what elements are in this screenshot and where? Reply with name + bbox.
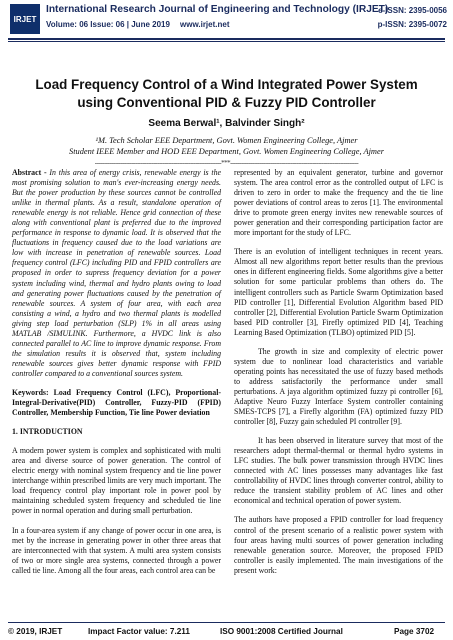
footer-copyright: © 2019, IRJET xyxy=(8,627,63,636)
keywords xyxy=(12,388,221,418)
intro-paragraph-7: The authors have proposed a FPID controller for load frequency control of the present scenario of a realistic power system with four areas having multi sources of power generation including renewable generation source. Moreover, the proposed FPID controller is easily implemented. The main investigations of the present work: xyxy=(234,515,443,575)
paper-authors: Seema Berwal¹, Balvinder Singh² xyxy=(148,118,305,129)
intro-paragraph-6: It has been observed in literature survey that most of the researchers adopt thermal-thermal or thermal hydro systems in LFC studies. The bulk power transmission through HVDC lines connected with AC lines possesses many advantages like fast controllability of HVDC lines through converter control, ability to reduce the transient stability problem of AC lines and other economical and technical operation of power system. xyxy=(234,436,443,506)
intro-paragraph-4: There is an evolution of intelligent techniques in recent years. Almost all new algorithms report better results than the previous ones in different engineering fields. Some algorithms give a better solution for some particular problems than others do. The intelligent controllers such as Particle Swarm Optimization based PID controller [1], Differential Evolution Algorithm based PID controller [2], Differential Evolution Particle Swarm Optimization based PID controller [3], Firefly optimized PID [4], Teaching Learning Based Optimization (TLBO) optimized PID [5]. xyxy=(234,247,443,337)
header-divider xyxy=(8,38,445,40)
section-heading-introduction: 1. INTRODUCTION xyxy=(12,427,83,437)
volume-info: Volume: 06 Issue: 06 | June 2019 xyxy=(46,20,170,29)
footer-page-number: Page 3702 xyxy=(394,627,435,636)
journal-header xyxy=(0,0,453,40)
section-separator: ---------------------------------------------------------------------***---------------------------------------------------------------------- xyxy=(94,159,359,167)
affiliation-2: Student IEEE Member and HOD EEE Department, Govt. Women Engineering College, Ajmer xyxy=(69,147,384,156)
intro-paragraph-3: represented by an equivalent generator, turbine and governor system. The area control error as the controlled output of LFC is driven to zero in order to make the frequency and the tie line power deviations of control areas to zeros [1]. The environmental drive to promote green energy invites new renewable sources of power generation and their corresponding participation factor are more important for the study of LFC. xyxy=(234,168,443,238)
abstract-text: In this area of energy crisis, renewable energy is the most promising solution to man's ever-increasing energy needs. But the power production by these sources cannot be controlled unlike in thermal plants. As a result, standalone operation of renewable energy is not reliable. Hence grid connection of these along with conventional plant is preferred due to the improved performance in response to dynamic load. It is observed that the fluctuations in frequency caused due to the load variations are low with increase in penetration of renewable sources. Load frequency control (LFC) including PID and FPID controllers are proposed in order to supress frequency deviation for a power system including wind, thermal and hydro plants owing to load and generating power fluctuations caused by the penetration of renewable sources. A system of four area, with each area consisting a wind, a hydro and two thermal plants is modelled giving step load perturbation (SLP) 1% in all areas using MATLAB /SIMULINK. Furthermore, a HVDC link is also connected parallel to AC line to improve dynamic response. From the simulation results it is observed that, system including renewable sources gives better dynamic response with FPID controller compared to a conventional sources system. xyxy=(12,168,221,378)
p-issn: p-ISSN: 2395-0072 xyxy=(377,20,447,29)
paper-title: Load Frequency Control of a Wind Integrated Power System using Conventional PID & Fuzzy PID Controller xyxy=(35,77,418,110)
footer-divider xyxy=(8,622,445,623)
keywords-text: Load Frequency Control (LFC), Proportional-Integral-Derivative(PID) Controller, Fuzzy-PID (FPID) Controller, Membership Function, Tie line Power deviation xyxy=(12,387,221,418)
right-column xyxy=(234,168,443,585)
intro-paragraph-1: A modern power system is complex and sophisticated with multi area and diverse source of power generation. The control of electric energy with nominal system frequency and tie line power interchange within prescribed limits are very much important. The load frequency control play important role in power pool by maintaining scheduled system frequency and scheduled tie line power in normal operation and during small perturbation. xyxy=(12,446,221,516)
footer-impact-factor: Impact Factor value: 7.211 xyxy=(88,627,190,636)
affiliation-1: ¹M. Tech Scholar EEE Department, Govt. Women Engineering College, Ajmer xyxy=(95,136,358,145)
footer-iso: ISO 9001:2008 Certified Journal xyxy=(220,627,343,636)
abstract xyxy=(12,168,221,379)
keywords-label: Keywords: xyxy=(12,387,49,397)
header-divider-thin xyxy=(8,41,445,42)
abstract-label: Abstract - xyxy=(12,168,47,177)
e-issn: e-ISSN: 2395-0056 xyxy=(378,6,447,15)
left-column xyxy=(12,168,221,585)
intro-paragraph-5: The growth in size and complexity of electric power system due to nonlinear load characteristics and variable operating points has necessitated the use of fuzzy based methods to address satisfactorily the performance under small perturbations. A jaya algorithm optimized fuzzy pi controller [6], Adaptive Neuro Fuzzy Interface System controller containing SMES-TCPS [7], a Firefly algorithm (FA) optimized fuzzy PID controller [8], Fuzzy gain scheduled PI controller [9]. xyxy=(234,346,443,427)
journal-website-link[interactable]: www.irjet.net xyxy=(180,20,230,29)
intro-paragraph-2: In a four-area system if any change of power occur in one area, is met by the increase in generating power in other three areas that are interconnected with that system. A multi area system consists of two or more single area systems, connected through a power called tie line. Among all the four areas, each control area can be xyxy=(12,525,221,575)
journal-logo: IRJET xyxy=(10,4,40,34)
journal-title: International Research Journal of Engineering and Technology (IRJET) xyxy=(46,4,389,15)
